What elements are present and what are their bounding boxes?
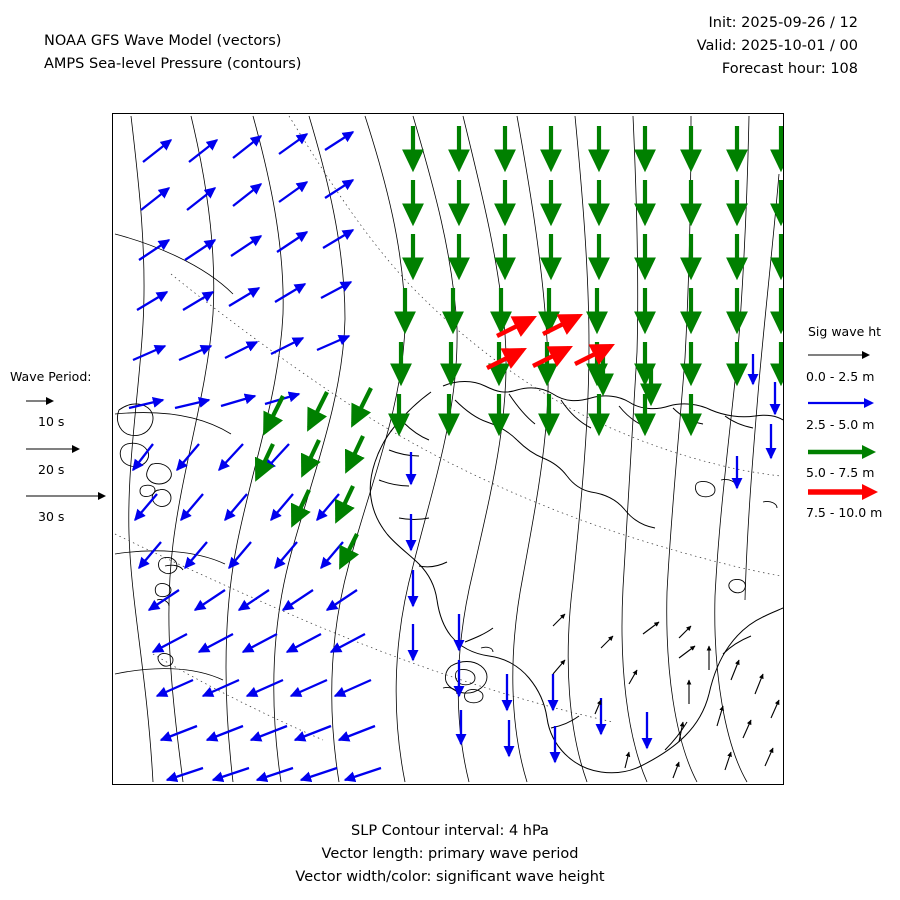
period-arrow-20s — [24, 442, 114, 456]
legend-label-2: 5.0 - 7.5 m — [806, 465, 875, 480]
forecast-hour: Forecast hour: 108 — [721, 61, 858, 77]
legend-label-0: 0.0 - 2.5 m — [806, 369, 875, 384]
legend-title: Sig wave ht — [808, 324, 882, 339]
legend-arrow-1 — [806, 395, 898, 411]
period-arrow-30s — [24, 489, 114, 503]
valid-time: Valid: 2025-10-01 / 00 — [696, 38, 858, 54]
period-label-20s: 20 s — [38, 462, 65, 477]
legend-label-1: 2.5 - 5.0 m — [806, 417, 875, 432]
init-time: Init: 2025-09-26 / 12 — [708, 15, 858, 31]
islands — [117, 404, 777, 703]
map-plot-area[interactable] — [112, 113, 784, 785]
slp-contours — [115, 116, 779, 782]
model-title-left — [44, 30, 301, 76]
title-line-wave-model: NOAA GFS Wave Model (vectors) — [44, 33, 282, 49]
legend-arrow-2 — [806, 443, 898, 461]
map-svg — [113, 114, 783, 784]
period-label-30s: 30 s — [38, 509, 65, 524]
caption-vector-length: Vector length: primary wave period — [321, 846, 579, 862]
period-arrow-10s — [24, 394, 114, 408]
legend-label-3: 7.5 - 10.0 m — [806, 505, 883, 520]
figure-caption — [0, 820, 900, 889]
wave-period-key-title: Wave Period: — [10, 369, 92, 384]
title-line-slp: AMPS Sea-level Pressure (contours) — [44, 56, 302, 72]
period-label-10s: 10 s — [38, 414, 65, 429]
caption-contour-interval: SLP Contour interval: 4 hPa — [351, 823, 549, 839]
legend-arrow-0 — [806, 348, 898, 362]
run-info-right — [697, 12, 858, 81]
caption-vector-width: Vector width/color: significant wave height — [295, 869, 605, 885]
wave-vectors — [129, 126, 781, 780]
legend-arrow-3 — [806, 482, 898, 502]
